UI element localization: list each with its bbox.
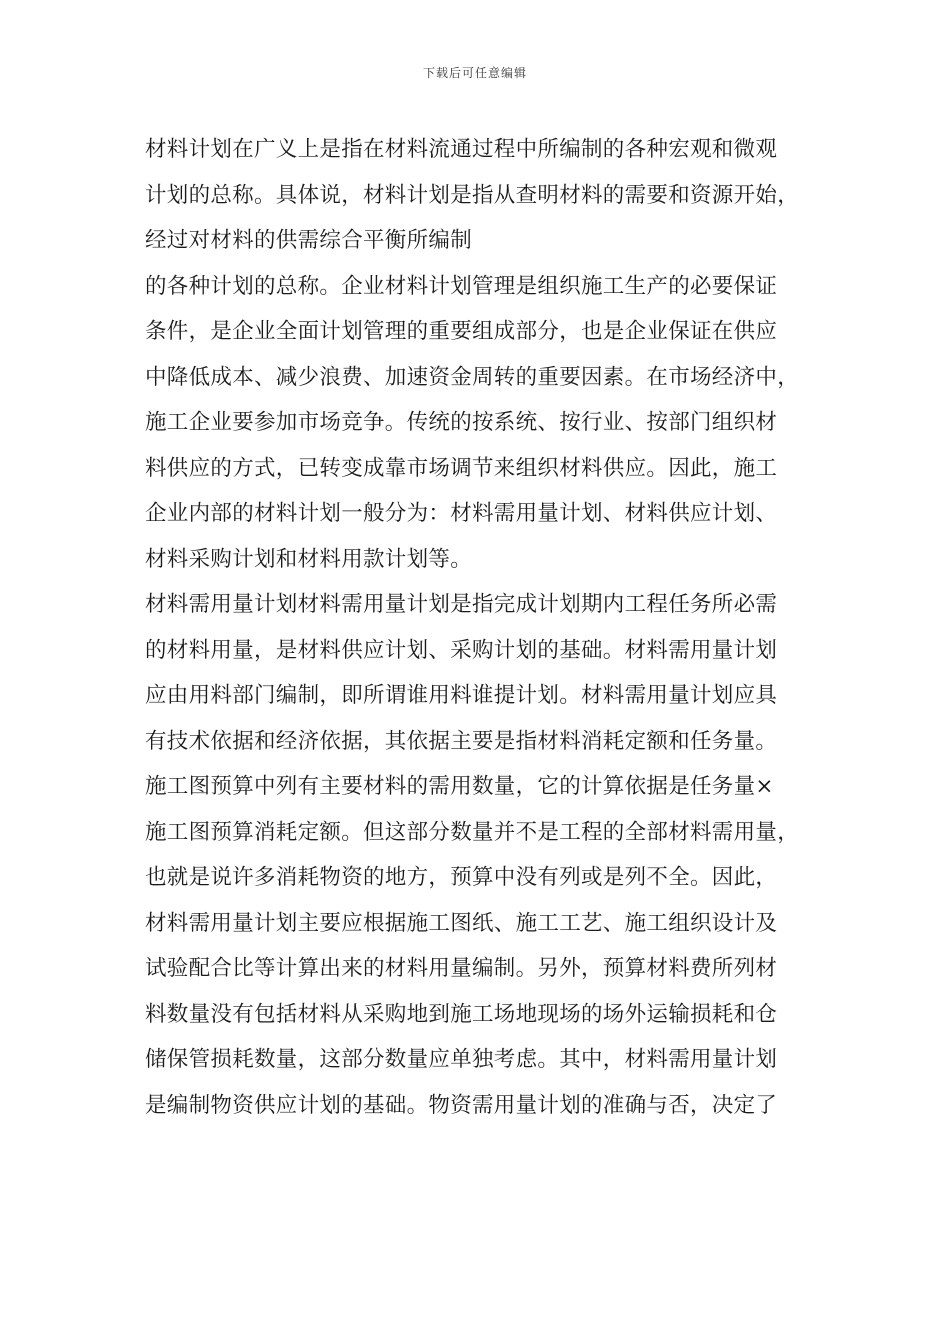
text-line: 材料需用量计划材料需用量计划是指完成计划期内工程任务所必需 [145,592,778,617]
text-line: 材料需用量计划主要应根据施工图纸、施工工艺、施工组织设计及 [145,910,778,936]
text-line: 是编制物资供应计划的基础。物资需用量计划的准确与否，决定了 [145,1092,778,1118]
text-line: 施工图预算消耗定额。但这部分数量并不是工程的全部材料需用量， [145,819,800,845]
text-line: 中降低成本、减少浪费、加速资金周转的重要因素。在市场经济中， [145,364,800,390]
text-line: 也就是说许多消耗物资的地方，预算中没有列或是列不全。因此， [145,865,778,890]
text-line: 经过对材料的供需综合平衡所编制 [145,228,473,253]
text-line: 有技术依据和经济依据，其依据主要是指材料消耗定额和任务量。 [145,728,778,754]
text-line: 的各种计划的总称。企业材料计划管理是组织施工生产的必要保证 [145,273,778,299]
text-line: 条件，是企业全面计划管理的重要组成部分，也是企业保证在供应 [145,319,778,344]
text-line: 试验配合比等计算出来的材料用量编制。另外，预算材料费所列材 [145,956,778,981]
text-line: 企业内部的材料计划一般分为：材料需用量计划、材料供应计划、 [145,501,778,526]
page-header: 下载后可任意编辑 [422,66,527,80]
text-line: 的材料用量，是材料供应计划、采购计划的基础。材料需用量计划 [145,637,778,663]
text-line: 料数量没有包括材料从采购地到施工场地现场的场外运输损耗和仓 [145,1001,778,1027]
text-line: 材料采购计划和材料用款计划等。 [145,546,473,572]
document-body [145,127,835,1128]
text-line: 材料计划在广义上是指在材料流通过程中所编制的各种宏观和微观 [145,137,778,162]
text-line: 储保管损耗数量，这部分数量应单独考虑。其中，材料需用量计划 [145,1047,778,1072]
text-line: 施工企业要参加市场竞争。传统的按系统、按行业、按部门组织材 [145,410,778,435]
text-line: 应由用料部门编制，即所谓谁用料谁提计划。材料需用量计划应具 [145,683,778,708]
text-line: 料供应的方式，已转变成靠市场调节来组织材料供应。因此，施工 [145,455,778,481]
text-line: 施工图预算中列有主要材料的需用数量，它的计算依据是任务量× [145,774,774,799]
text-line: 计划的总称。具体说，材料计划是指从查明材料的需要和资源开始， [145,182,800,208]
